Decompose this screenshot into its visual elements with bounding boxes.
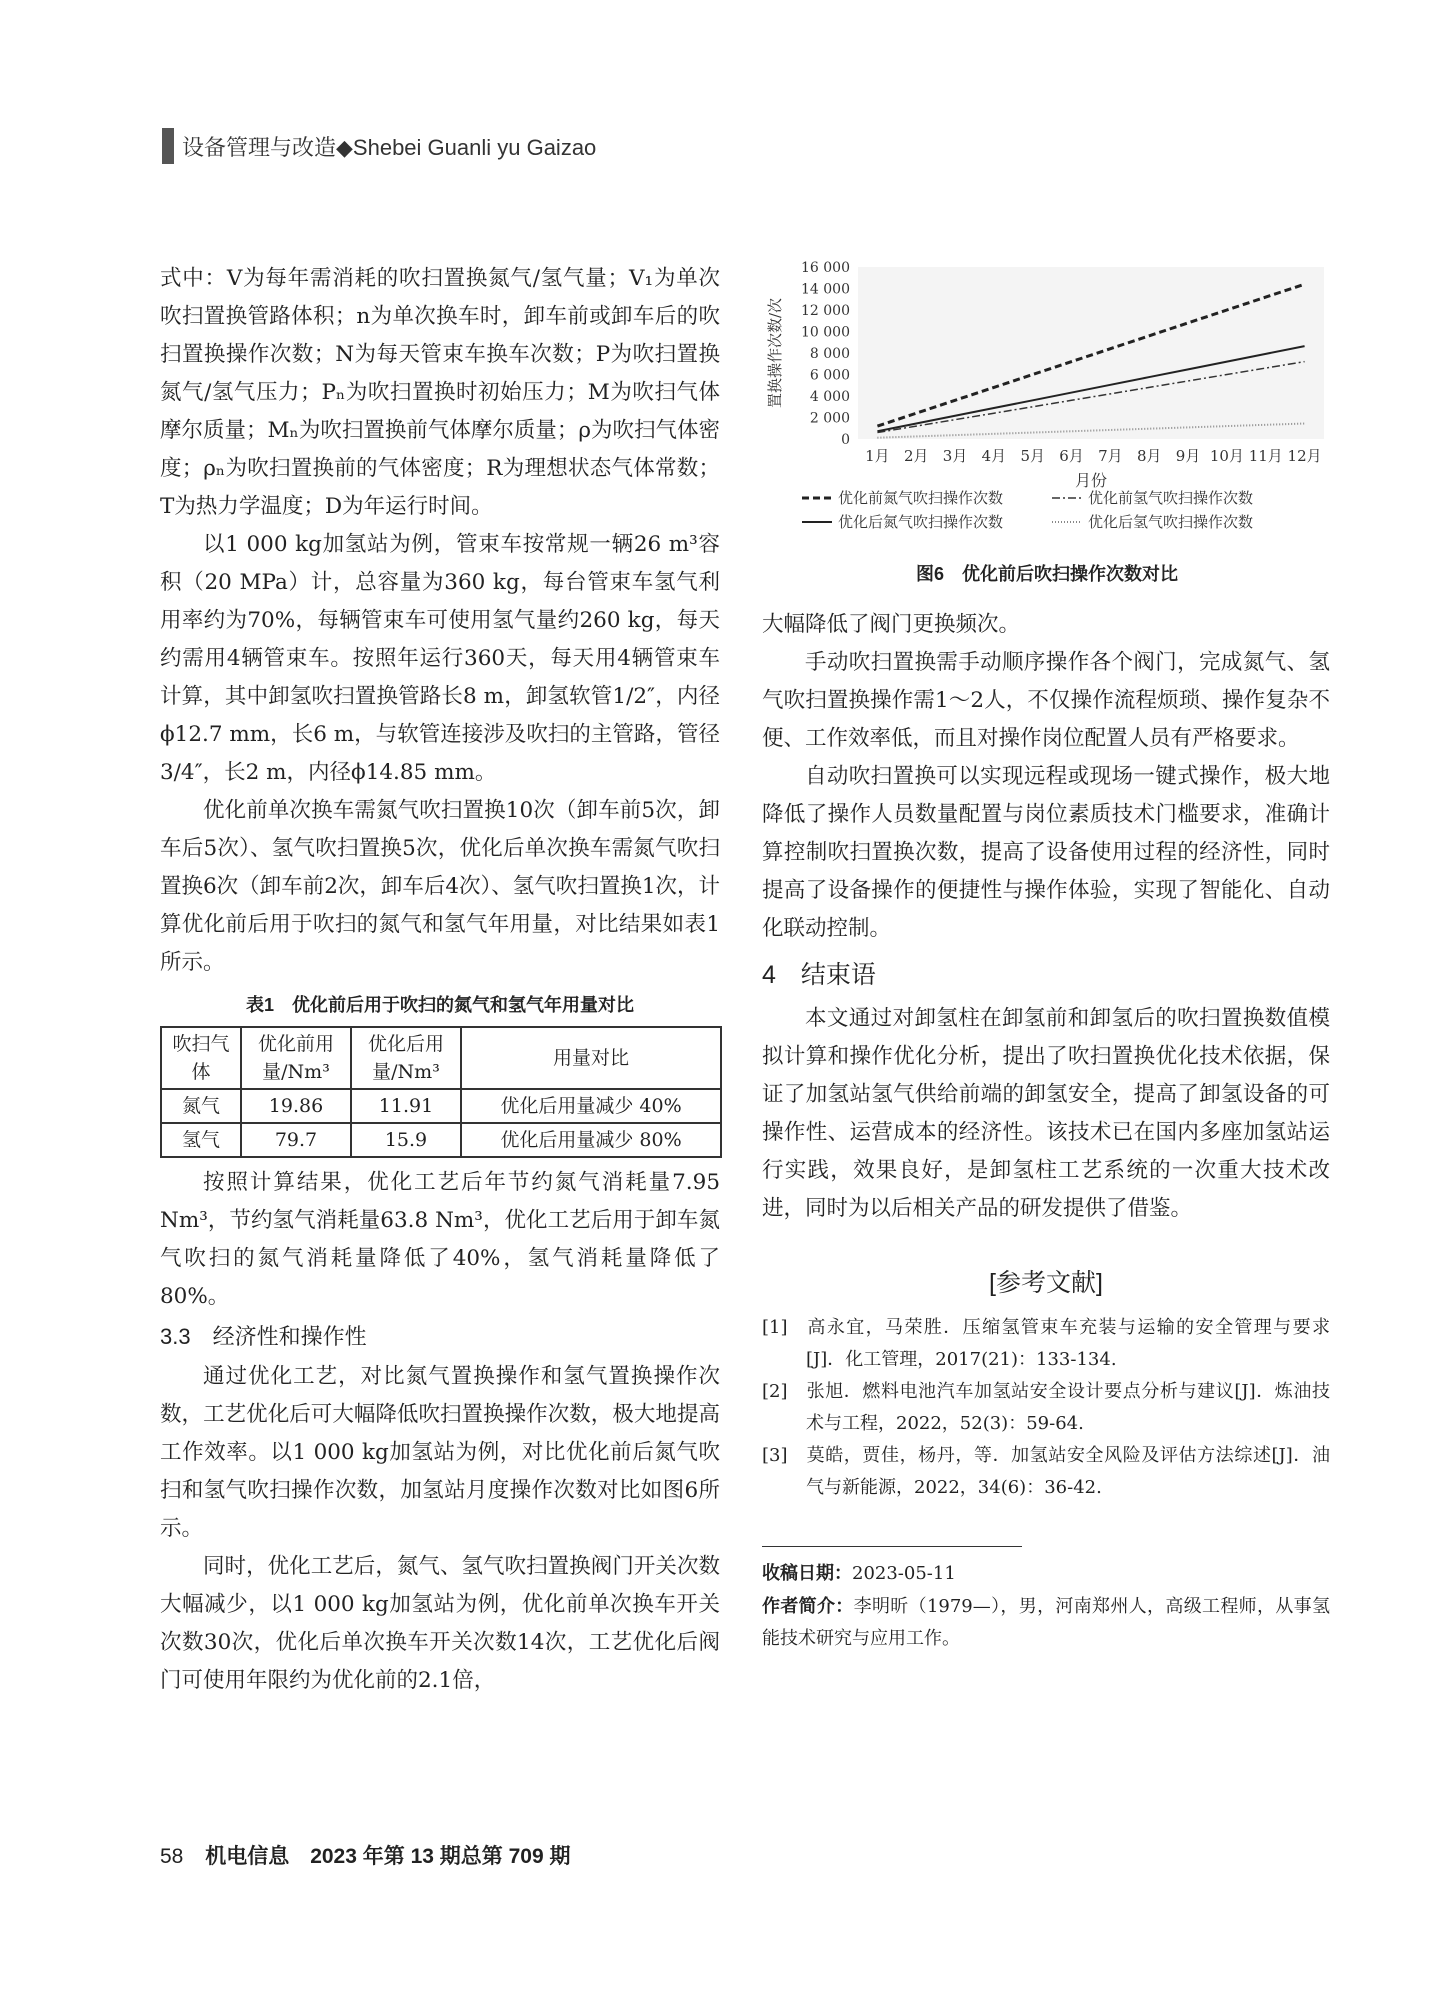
reference-item — [762, 1440, 1330, 1504]
y-tick-label: 6 000 — [809, 367, 850, 384]
reference-number: [3] — [762, 1445, 788, 1466]
reference-text: 高永宜，马荣胜．压缩氢管束车充装与运输的安全管理与要求[J]．化工管理，2017(21)：133-134. — [806, 1317, 1330, 1370]
table-cell: 优化后用量减少 80% — [461, 1123, 721, 1157]
y-tick-label: 0 — [841, 432, 850, 448]
y-tick-label: 8 000 — [809, 346, 850, 362]
table-header-cell: 吹扫气体 — [161, 1027, 241, 1089]
reference-number: [1] — [762, 1317, 788, 1338]
usage-table — [160, 1026, 722, 1158]
author-bio — [762, 1590, 1330, 1655]
reference-list — [762, 1312, 1330, 1504]
legend-label: 优化前氮气吹扫操作次数 — [838, 489, 1004, 507]
x-axis-label: 月份 — [1074, 471, 1108, 490]
page-number: 58 — [160, 1845, 184, 1868]
footnote-divider — [762, 1546, 1022, 1547]
reference-item — [762, 1312, 1330, 1376]
legend-label: 优化后氮气吹扫操作次数 — [838, 513, 1004, 531]
x-tick-label: 8月 — [1136, 447, 1162, 465]
para-results: 按照计算结果，优化工艺后年节约氮气消耗量7.95 Nm³，节约氢气消耗量63.8 Nm³，优化工艺后用于卸车氮气吹扫的氮气消耗量降低了40%，氢气消耗量降低了80%。 — [160, 1170, 720, 1309]
header-bar — [162, 128, 174, 164]
figure-6-chart — [762, 255, 1332, 585]
section-heading-3-3: 3.3 经济性和操作性 — [160, 1324, 367, 1349]
para-example: 以1 000 kg加氢站为例，管束车按常规一辆26 m³容积（20 MPa）计，总容量为360 kg，每台管束车氢气利用率约为70%，每辆管束车可使用氢气量约260 kg，每天约需用4辆管束车。按照年运行360天，每天用4辆管束车计算，其中卸氢吹扫置换管路长8 m，卸氢软管1/2″，内径ϕ12.7 mm，长6 m，与软管连接涉及吹扫的主管路，管径3/4″，长2 m，内径ϕ14.85 mm。 — [160, 532, 720, 785]
y-axis-label: 置换操作次数/次 — [766, 297, 784, 409]
table-cell: 79.7 — [241, 1123, 351, 1157]
y-tick-label: 2 000 — [809, 410, 850, 427]
references-title: [参考文献] — [989, 1269, 1103, 1297]
para-automatic: 自动吹扫置换可以实现远程或现场一键式操作，极大地降低了操作人员数量配置与岗位素质技术门槛要求，准确计算控制吹扫置换次数，提高了设备使用过程的经济性，同时提高了设备操作的便捷性与操作体验，实现了智能化、自动化联动控制。 — [762, 764, 1330, 941]
x-tick-label: 1月 — [865, 447, 890, 465]
x-tick-label: 4月 — [981, 447, 1007, 465]
author-label: 作者简介： — [762, 1596, 854, 1616]
received-value: 2023-05-11 — [852, 1563, 956, 1584]
table-caption: 表1 优化前后用于吹扫的氮气和氢气年用量对比 — [245, 995, 634, 1015]
left-column — [160, 260, 720, 1700]
legend-label: 优化后氢气吹扫操作次数 — [1088, 513, 1254, 531]
line-chart — [762, 255, 1332, 555]
received-label: 收稿日期： — [762, 1563, 852, 1583]
received-date — [762, 1557, 1330, 1590]
right-column — [762, 606, 1330, 1655]
x-tick-label: 10月 — [1209, 447, 1244, 465]
table-header-cell: 优化后用量/Nm³ — [351, 1027, 461, 1089]
x-tick-label: 5月 — [1020, 447, 1046, 465]
table-row — [161, 1123, 721, 1157]
x-tick-label: 6月 — [1059, 447, 1084, 465]
legend-label: 优化前氢气吹扫操作次数 — [1088, 489, 1254, 507]
author-value: 李明昕（1979—），男，河南郑州人，高级工程师，从事氢能技术研究与应用工作。 — [762, 1596, 1330, 1649]
table-header-row — [161, 1027, 721, 1089]
page-footer — [160, 1840, 571, 1870]
reference-number: [2] — [762, 1381, 788, 1402]
x-tick-label: 2月 — [903, 447, 929, 465]
y-tick-label: 4 000 — [809, 389, 850, 405]
reference-text: 莫皓，贾佳，杨丹，等．加氢站安全风险及评估方法综述[J]．油气与新能源，2022，34(6)：36-42. — [806, 1445, 1330, 1498]
table-cell: 氢气 — [161, 1123, 241, 1157]
para-operation: 通过优化工艺，对比氮气置换操作和氢气置换操作次数，工艺优化后可大幅降低吹扫置换操作次数，极大地提高工作效率。以1 000 kg加氢站为例，对比优化前后氮气吹扫和氢气吹扫操作次数，加氢站月度操作次数对比如图6所示。 — [160, 1364, 720, 1541]
table-cell: 氮气 — [161, 1089, 241, 1123]
plot-area — [858, 267, 1324, 439]
table-cell: 11.91 — [351, 1089, 461, 1123]
para-before-after: 优化前单次换车需氮气吹扫置换10次（卸车前5次，卸车后5次）、氢气吹扫置换5次，优化后单次换车需氮气吹扫置换6次（卸车前2次，卸车后4次）、氢气吹扫置换1次，计算优化前后用于吹扫的氮气和氢气年用量，对比结果如表1所示。 — [160, 798, 720, 975]
table-cell: 15.9 — [351, 1123, 461, 1157]
para-conclusion: 本文通过对卸氢柱在卸氢前和卸氢后的吹扫置换数值模拟计算和操作优化分析，提出了吹扫置换优化技术依据，保证了加氢站氢气供给前端的卸氢安全，提高了卸氢设备的可操作性、运营成本的经济性。该技术已在国内多座加氢站运行实践，效果良好，是卸氢柱工艺系统的一次重大技术改进，同时为以后相关产品的研发提供了借鉴。 — [762, 1006, 1330, 1221]
table-header-cell: 优化前用量/Nm³ — [241, 1027, 351, 1089]
reference-text: 张旭．燃料电池汽车加氢站安全设计要点分析与建议[J]．炼油技术与工程，2022，52(3)：59-64. — [806, 1381, 1330, 1434]
y-tick-label: 10 000 — [801, 324, 850, 341]
para-valve-freq: 大幅降低了阀门更换频次。 — [762, 612, 1021, 637]
x-tick-label: 7月 — [1098, 447, 1123, 465]
table-header-cell: 用量对比 — [461, 1027, 721, 1089]
table-row — [161, 1089, 721, 1123]
para-formula-notes: 式中：V为每年需消耗的吹扫置换氮气/氢气量；V₁为单次吹扫置换管路体积；n为单次换车时，卸车前或卸车后的吹扫置换操作次数；N为每天管束车换车次数；P为吹扫置换氮气/氢气压力；Pₙ为吹扫置换时初始压力；M为吹扫气体摩尔质量；Mₙ为吹扫置换前气体摩尔质量；ρ为吹扫气体密度；ρₙ为吹扫置换前的气体密度；R为理想状态气体常数；T为热力学温度；D为年运行时间。 — [160, 266, 720, 519]
x-tick-label: 9月 — [1175, 447, 1201, 465]
x-tick-label: 12月 — [1287, 447, 1322, 465]
x-tick-label: 3月 — [942, 447, 968, 465]
section-heading-4: 4 结束语 — [762, 961, 876, 989]
reference-item — [762, 1376, 1330, 1440]
journal-issue: 机电信息 2023 年第 13 期总第 709 期 — [205, 1845, 571, 1868]
para-manual: 手动吹扫置换需手动顺序操作各个阀门，完成氮气、氢气吹扫置换操作需1～2人，不仅操作流程烦琐、操作复杂不便、工作效率低，而且对操作岗位配置人员有严格要求。 — [762, 650, 1330, 751]
table-cell: 优化后用量减少 40% — [461, 1089, 721, 1123]
x-tick-label: 11月 — [1248, 447, 1283, 465]
y-tick-label: 14 000 — [801, 281, 850, 298]
running-header — [162, 128, 596, 164]
header-title: 设备管理与改造◆Shebei Guanli yu Gaizao — [182, 134, 597, 160]
y-tick-label: 12 000 — [801, 303, 850, 319]
y-tick-label: 16 000 — [801, 260, 850, 276]
para-valves: 同时，优化工艺后，氮气、氢气吹扫置换阀门开关次数大幅减少，以1 000 kg加氢站为例，优化前单次换车开关次数30次，优化后单次换车开关次数14次，工艺优化后阀门可使用年限约为优化前的2.1倍， — [160, 1554, 720, 1693]
table-cell: 19.86 — [241, 1089, 351, 1123]
figure-caption: 图6 优化前后吹扫操作次数对比 — [915, 564, 1178, 584]
